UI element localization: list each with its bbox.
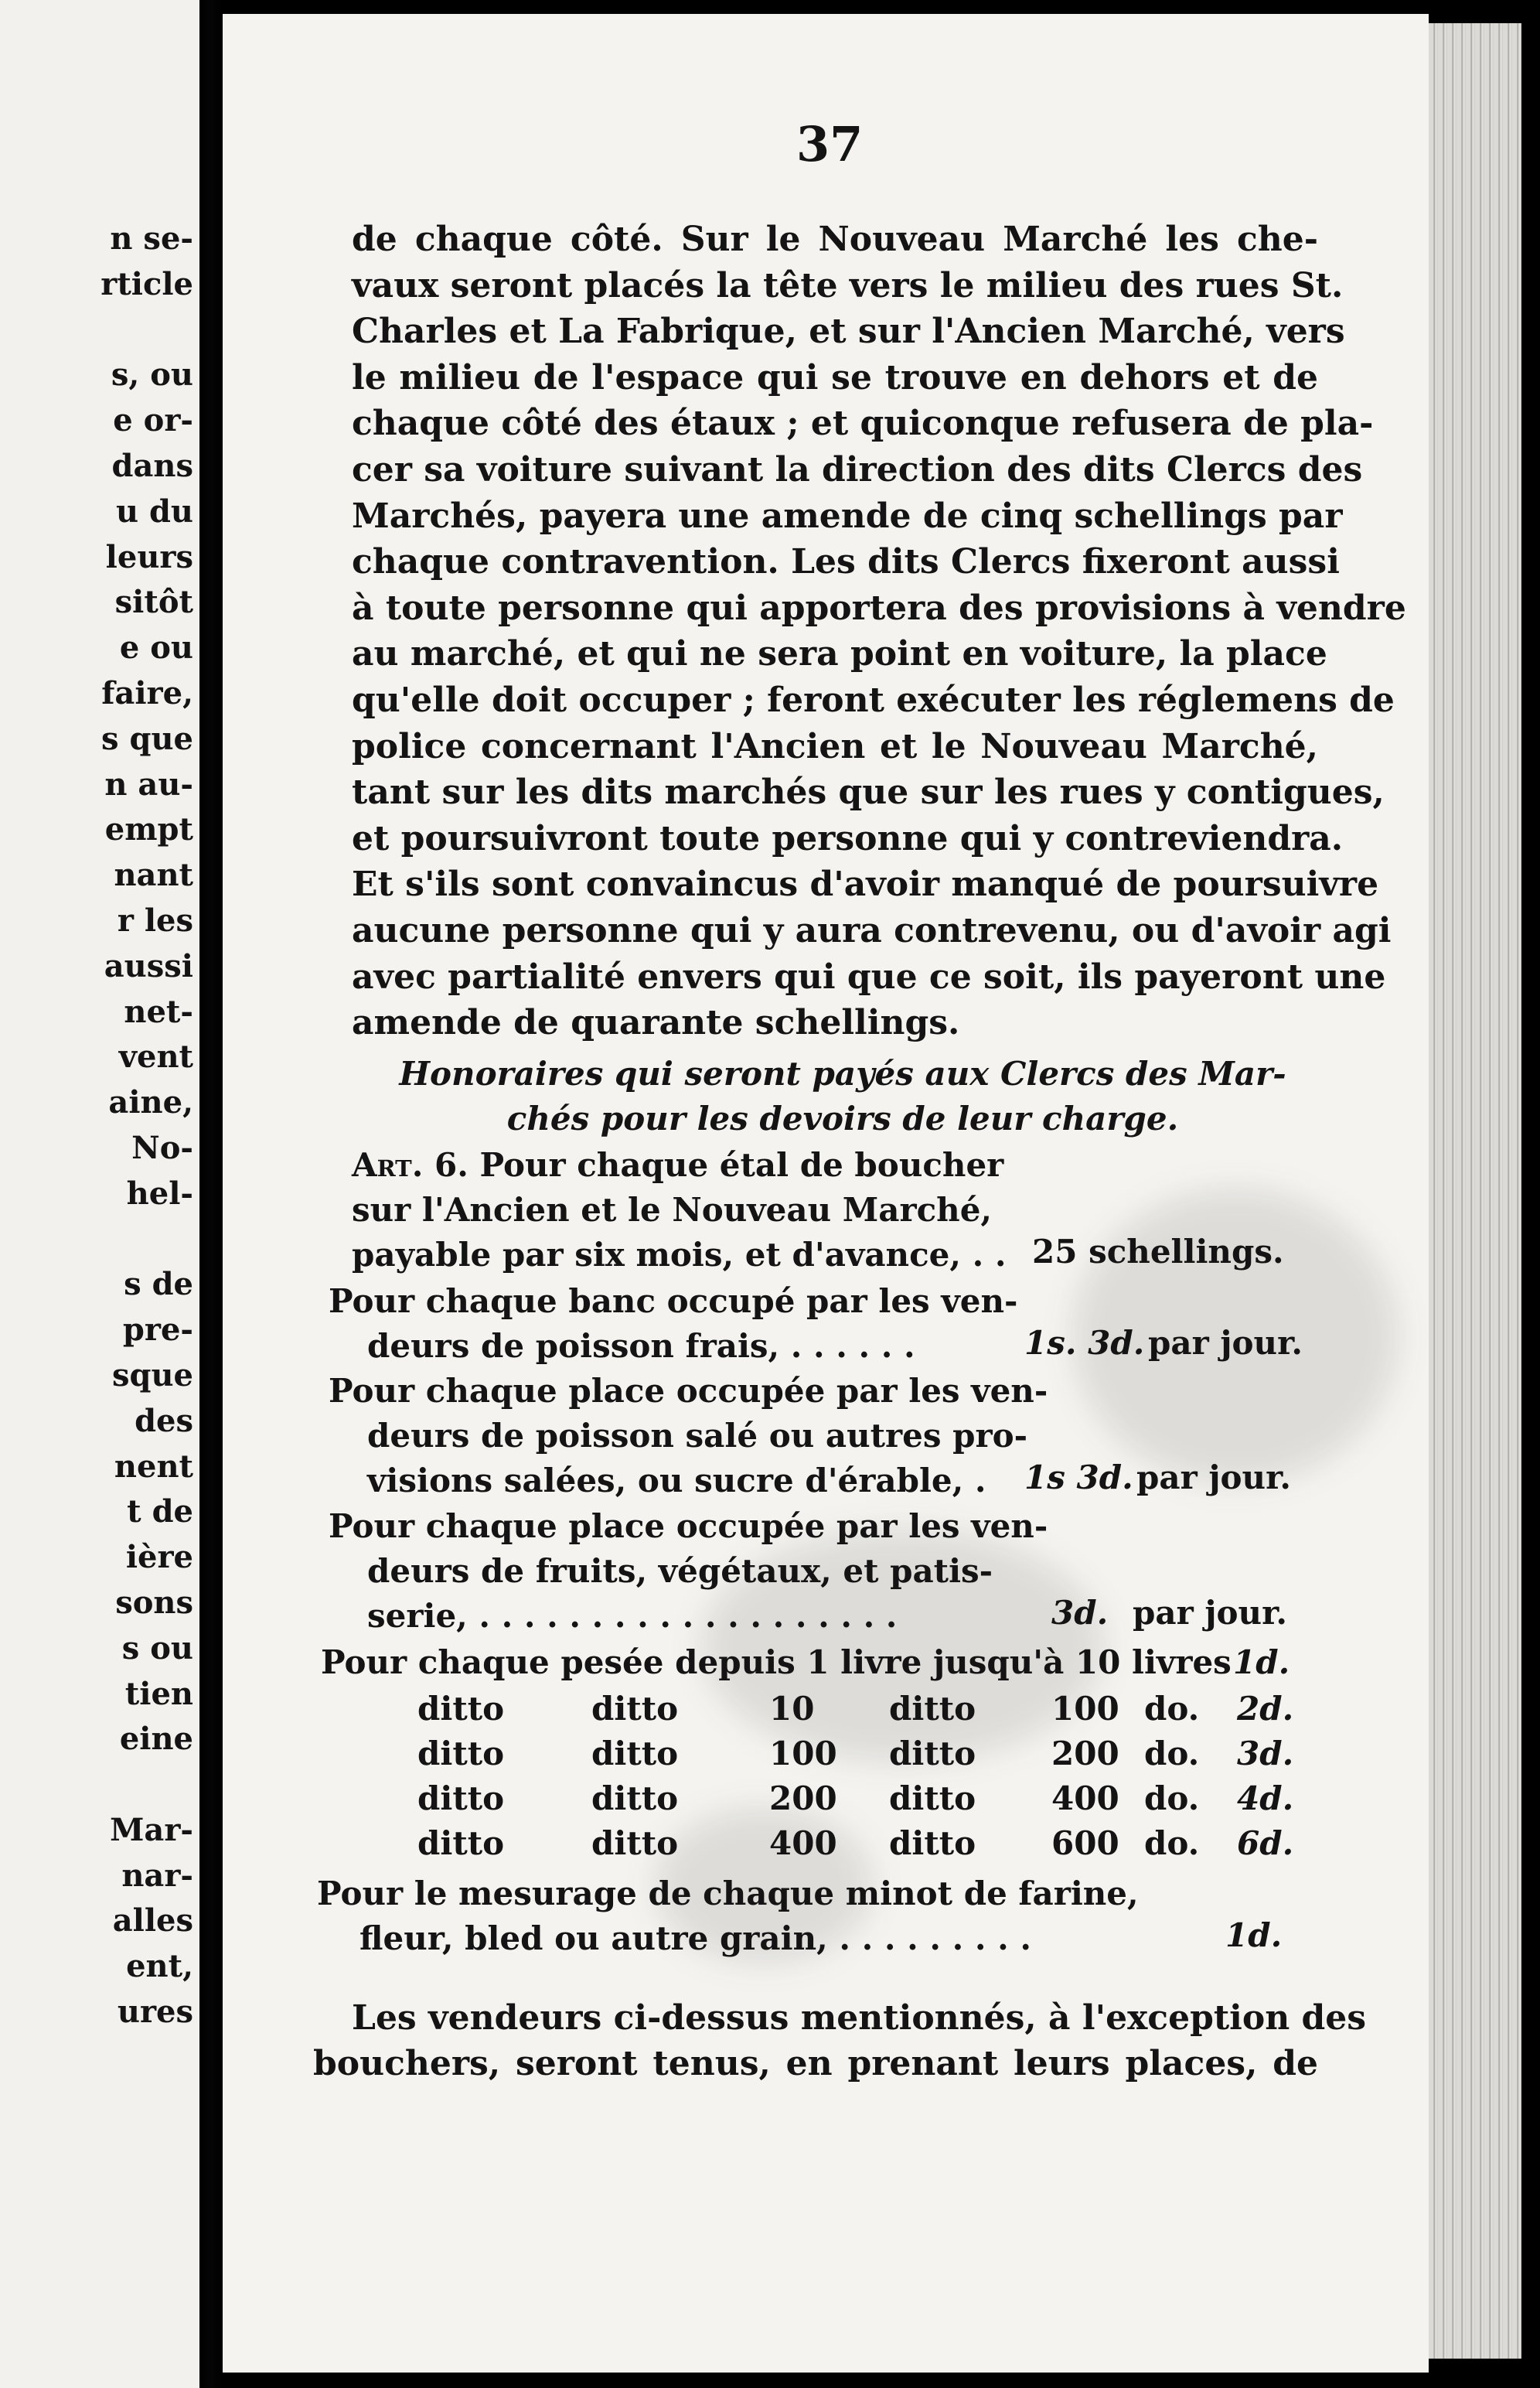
weighing-cell: ditto [417,1779,505,1817]
left-page-fragment: u du [115,493,193,530]
fee-line: deurs de poisson salé ou autres pro- [367,1417,1028,1455]
left-page-fragment: nant [114,857,193,894]
left-page-fragment: alles [112,1902,193,1939]
left-page-fragment: ent, [126,1948,193,1985]
left-page-fragment: aussi [104,947,193,984]
weighing-cell: ditto [889,1824,976,1862]
weighing-cell: 6d. [1237,1824,1294,1862]
left-page-fragment: n se- [110,220,193,257]
fee-line: fleur, bled ou autre grain, . . . . . . . . . [359,1919,1031,1957]
weighing-intro-fee: 1d. [1233,1643,1290,1681]
fee-line: deurs de fruits, végétaux, et patis- [367,1552,993,1590]
left-page-fragment: s de [124,1266,193,1303]
weighing-cell: do. [1144,1690,1200,1728]
weighing-row [0,1779,1330,1824]
left-page-fragment: vent [118,1039,193,1076]
weighing-cell: 400 [1051,1779,1119,1817]
section-heading-line: Honoraires qui seront payés aux Clercs des Mar- [399,1055,1286,1093]
left-page-fragment: tien [124,1675,193,1712]
fee-fresh-fish [329,1279,1318,1372]
fee-fruits-vegetables [329,1504,1326,1643]
body-line: chaque côté des étaux ; et quiconque refusera de pla- [352,404,1374,444]
weighing-cell: 3d. [1237,1735,1294,1772]
weighing-cell: ditto [591,1690,679,1728]
body-line: qu'elle doit occuper ; feront exécuter les réglemens de [352,680,1395,720]
weighing-cell: 4d. [1237,1779,1294,1817]
closing-line: bouchers, seront tenus, en prenant leurs places, de [313,2044,1318,2083]
body-line: de chaque côté. Sur le Nouveau Marché les che- [352,220,1318,259]
stall-fee-amount: 25 schellings. [1032,1233,1284,1271]
weighing-cell: ditto [417,1735,505,1772]
left-page-fragment: sons [115,1584,193,1621]
weighing-cell: 200 [769,1779,837,1817]
section-heading-line: chés pour les devoirs de leur charge. [506,1100,1179,1138]
body-line: Charles et La Fabrique, et sur l'Ancien Marché, vers [352,312,1345,352]
body-line: le milieu de l'espace qui se trouve en dehors et de [352,357,1318,397]
left-page-fragment: r les [117,902,193,939]
body-paragraph [352,217,1406,1046]
body-line: au marché, et qui ne sera point en voiture, la place [352,634,1327,674]
body-line: cer sa voiture suivant la direction des dits Clercs des [352,449,1363,490]
fee-line: visions salées, ou sucre d'érable, . [367,1462,986,1499]
weighing-row [0,1690,1330,1735]
fee-unit: par jour. [1136,1458,1291,1496]
weighing-cell: ditto [889,1779,976,1817]
body-line: police concernant l'Ancien et le Nouveau Marché, [352,726,1318,766]
body-line: à toute personne qui apportera des provisions à vendre [352,588,1406,628]
weighing-intro-text: Pour chaque pesée depuis 1 livre jusqu'à 10 livres [321,1643,1232,1681]
left-page-fragment: hel- [126,1175,193,1212]
weighing-cell: 100 [769,1735,837,1772]
stall-line: payable par six mois, et d'avance, . . [352,1236,1007,1274]
body-line: aucune personne qui y aura contrevenu, ou d'avoir agi [352,910,1392,950]
body-line: amende de quarante schellings. [352,1003,960,1043]
stall-line: sur l'Ancien et le Nouveau Marché, [352,1191,993,1229]
left-page-fragment: net- [124,993,193,1030]
fee-line: Pour chaque banc occupé par les ven- [329,1282,1018,1320]
left-page-fragment [0,1217,193,1263]
page-edges [1429,23,1521,2359]
body-line: Marchés, payera une amende de cinq schellings par [352,496,1343,536]
weighing-cell: ditto [889,1690,976,1728]
weighing-cell: 2d. [1237,1690,1294,1728]
weighing-cell: ditto [417,1824,505,1862]
weighing-cell: ditto [417,1690,505,1728]
weighing-cell: do. [1144,1824,1200,1862]
body-line: Et s'ils sont convaincus d'avoir manqué de poursuivre [352,865,1379,905]
body-line: chaque contravention. Les dits Clercs fixeront aussi [352,542,1340,582]
body-line: avec partialité envers qui que ce soit, ils payeront une [352,957,1386,997]
body-line: vaux seront placés la tête vers le milieu des rues St. [352,265,1344,305]
fee-unit: par jour. [1133,1594,1287,1632]
weighing-cell: ditto [591,1735,679,1772]
left-page-fragment: Mar- [110,1811,193,1848]
weighing-cell: 200 [1051,1735,1119,1772]
body-line: et poursuivront toute personne qui y contreviendra. [352,818,1344,858]
fee-amount: 3d. [1051,1594,1109,1632]
left-page-fragment: empt [104,811,193,848]
left-page-fragment: s ou [121,1629,193,1666]
closing-paragraph [313,1995,1367,2086]
left-page-fragment: s, ou [111,356,193,394]
weighing-cell: do. [1144,1735,1200,1772]
left-page-fragment: No- [131,1129,193,1166]
weighing-cell: do. [1144,1779,1200,1817]
fee-amount: 1s 3d. [1024,1458,1133,1496]
fee-line: deurs de poisson frais, . . . . . . [367,1327,915,1365]
weighing-cell: ditto [889,1735,976,1772]
fee-measuring [317,1871,1322,1964]
left-page-fragment: ures [117,1994,193,2031]
left-page-fragment: e ou [119,629,193,667]
weighing-cell: 600 [1051,1824,1119,1862]
article-label: Art. 6. [352,1146,468,1184]
weighing-intro [321,1643,1326,1688]
left-page-fragment: nar- [121,1857,193,1894]
left-page-fragment: leurs [105,538,193,575]
left-page-fragment: eine [119,1721,193,1758]
left-page-fragment: faire, [101,674,193,711]
left-page-fragment: sitôt [114,584,193,621]
stall-line: Pour chaque étal de boucher [479,1146,1004,1184]
weighing-cell: 10 [769,1690,815,1728]
weighing-row [0,1824,1330,1869]
fee-line: Pour le mesurage de chaque minot de farine, [317,1875,1139,1912]
fee-line: serie, . . . . . . . . . . . . . . . . . . . [367,1597,898,1635]
weighing-cell: 400 [769,1824,837,1862]
closing-line: Les vendeurs ci-dessus mentionnés, à l'exception des [352,1998,1367,2038]
fee-line: Pour chaque place occupée par les ven- [329,1372,1048,1410]
fee-salted-fish [329,1369,1318,1508]
body-line: tant sur les dits marchés que sur les rues y contigues, [352,773,1385,813]
left-page-fragment: des [135,1402,193,1439]
section-heading [371,1052,1314,1141]
weighing-cell: ditto [591,1824,679,1862]
left-page-fragment: nent [114,1448,193,1485]
left-page-fragment: n au- [104,766,193,803]
left-page-fragment [0,308,193,353]
left-page-fragment: ière [125,1539,193,1576]
weighing-cell: 100 [1051,1690,1119,1728]
left-page-fragment: t de [127,1493,193,1530]
left-facing-page [0,0,199,2388]
left-page-fragment: s que [101,720,193,757]
left-page-fragment: sque [111,1356,193,1394]
left-page-fragment: aine, [108,1084,193,1121]
left-page-fragment: dans [111,447,193,484]
fee-unit: par jour. [1148,1324,1303,1362]
left-page-fragment: pre- [122,1312,193,1349]
page-number: 37 [796,116,864,172]
fee-amount: 1s. 3d. [1024,1324,1145,1362]
book-gutter [199,0,223,2388]
weighing-row [0,1735,1330,1779]
fee-line: Pour chaque place occupée par les ven- [329,1507,1048,1545]
fee-amount: 1d. [1225,1916,1283,1954]
weighing-cell: ditto [591,1779,679,1817]
left-page-fragment: rticle [101,265,193,302]
article-6-stall-fee [352,1143,1318,1282]
left-page-fragment: e or- [113,402,193,439]
